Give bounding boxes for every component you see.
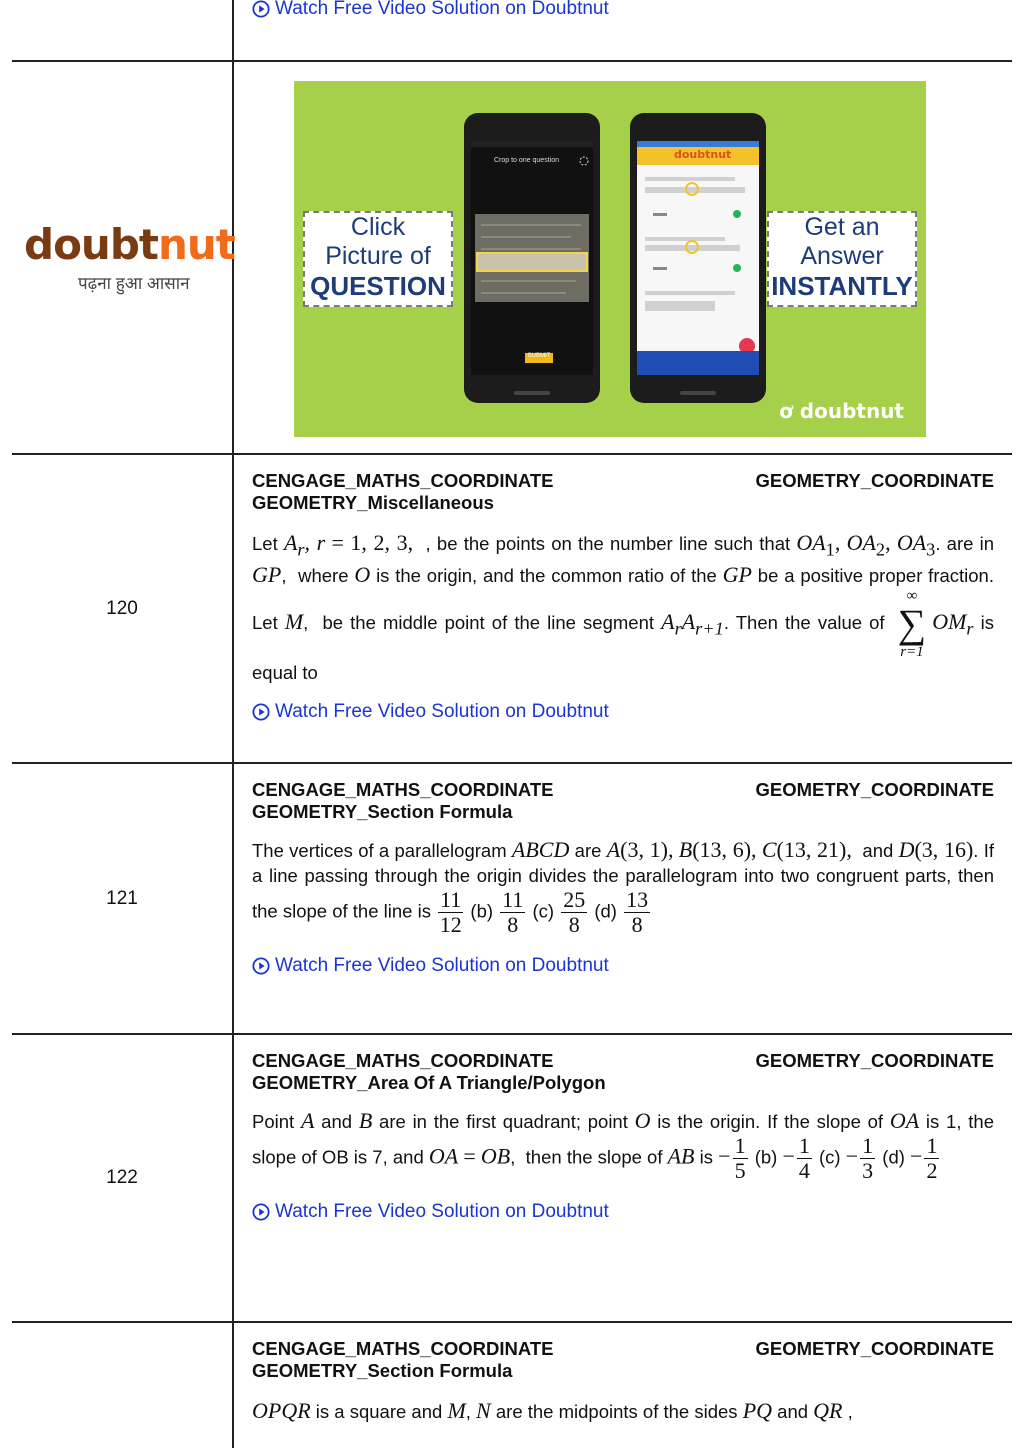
question-text: Let $A_r$, r = 1, 2, 3, , be the points on the number line such that $OA_1$, $OA_2$, $OA_3$. are in GP, where O is the origin, and the common ratio of the GP be a positive proper fraction. Let M, be the middle point of the line segment $A_rA_{r+1}$. Then the value of ∞ ∑ r=1 $OM_r$ is equal to <box>252 530 995 684</box>
logo-word-doubt: doubt <box>24 220 158 269</box>
phone-camera-screen <box>471 141 593 375</box>
play-circle-icon <box>252 0 270 18</box>
logo-tagline: पढ़ना हुआ आसान <box>78 274 190 293</box>
doubtnut-mini-icon: ơ <box>779 399 793 423</box>
phone-answer-mockup <box>630 113 766 403</box>
table-row <box>12 455 1012 764</box>
watch-video-link[interactable] <box>252 1201 994 1223</box>
play-circle-icon <box>252 1203 270 1221</box>
phone-camera-mockup <box>464 113 600 403</box>
watch-video-link[interactable] <box>252 955 994 977</box>
question-number <box>12 1323 234 1448</box>
watch-video-link[interactable] <box>252 0 994 20</box>
topic-chapter-tag: GEOMETRY_COORDINATE <box>755 470 994 491</box>
phone-home-bar <box>514 391 550 395</box>
watch-video-label: Watch Free Video Solution on Doubtnut <box>275 0 609 19</box>
table-row <box>12 1035 1012 1323</box>
watch-video-label: Watch Free Video Solution on Doubtnut <box>275 1201 609 1222</box>
question-topic-heading <box>252 1338 994 1382</box>
topic-subchapter-tag: GEOMETRY_Section Formula <box>252 1360 513 1381</box>
doubtnut-logo <box>20 220 235 294</box>
topic-chapter-tag: GEOMETRY_COORDINATE <box>755 1338 994 1359</box>
topic-subchapter-tag: GEOMETRY_Area Of A Triangle/Polygon <box>252 1072 606 1093</box>
banner-brand-logo <box>779 399 904 423</box>
phone-answer-screen <box>637 141 759 375</box>
question-number: 121 <box>12 764 234 1033</box>
callout-line: Answer <box>800 242 884 270</box>
table-row <box>12 764 1012 1035</box>
question-topic-heading <box>252 1050 994 1094</box>
question-number-cell <box>12 0 234 60</box>
question-text: Point A and B are in the first quadrant; point O is the origin. If the slope of OA is 1, the slope of OB is 7, and OA = OB, then the slope of AB is − $\frac{1}{5}$ (b) − $\frac{1}{4}$ (c) − $\frac{1}{3}$ (d) − $\frac{1}{2}$ <box>252 1108 994 1183</box>
topic-book-tag: CENGAGE_MATHS_COORDINATE <box>252 1050 554 1071</box>
callout-line: INSTANTLY <box>771 271 913 301</box>
logo-word-nut: nut <box>157 220 235 269</box>
app-brand-label: doubtnut <box>674 148 732 161</box>
play-circle-icon <box>252 703 270 721</box>
question-topic-heading <box>252 779 994 823</box>
topic-subchapter-tag: GEOMETRY_Miscellaneous <box>252 492 494 513</box>
question-number: 120 <box>12 455 234 762</box>
banner-brand-text: doubtnut <box>799 399 904 423</box>
question-text: OPQR is a square and M, N are the midpoints of the sides PQ and QR , <box>252 1398 853 1423</box>
app-promo-banner[interactable] <box>294 81 926 437</box>
topic-subchapter-tag: GEOMETRY_Section Formula <box>252 801 513 822</box>
question-number: 122 <box>12 1035 234 1321</box>
play-circle-icon <box>252 957 270 975</box>
topic-chapter-tag: GEOMETRY_COORDINATE <box>755 779 994 800</box>
crop-instruction: Crop to one question <box>494 157 559 164</box>
topic-book-tag: CENGAGE_MATHS_COORDINATE <box>252 1338 554 1359</box>
submit-button[interactable]: SUBMIT <box>527 353 551 359</box>
click-picture-callout <box>303 211 453 307</box>
topic-book-tag: CENGAGE_MATHS_COORDINATE <box>252 470 554 491</box>
watch-video-label: Watch Free Video Solution on Doubtnut <box>275 701 609 723</box>
callout-line: Picture of <box>325 242 431 270</box>
callout-line: Get an <box>804 213 880 241</box>
get-answer-callout <box>767 211 917 307</box>
topic-book-tag: CENGAGE_MATHS_COORDINATE <box>252 779 554 800</box>
watch-video-label: Watch Free Video Solution on Doubtnut <box>275 955 609 976</box>
table-row <box>12 1323 1012 1448</box>
phone-home-bar <box>680 391 716 395</box>
callout-line: Click <box>350 213 406 241</box>
topic-chapter-tag: GEOMETRY_COORDINATE <box>755 1050 994 1071</box>
watch-video-link[interactable] <box>252 701 994 723</box>
question-text: The vertices of a parallelogram ABCD are A(3, 1), B(13, 6), C(13, 21), and D(3, 16). If a line passing through the origin divides the parallelogram into two congruent parts, then the slope of the line is $\frac{11}{12}$ (b) $\frac{11}{8}$ (c) $\frac{25}{8}$ (d) $\frac{13}{8}$ <box>252 837 995 937</box>
table-row <box>12 0 1012 62</box>
callout-line: QUESTION <box>310 271 446 301</box>
question-topic-heading <box>252 470 994 514</box>
